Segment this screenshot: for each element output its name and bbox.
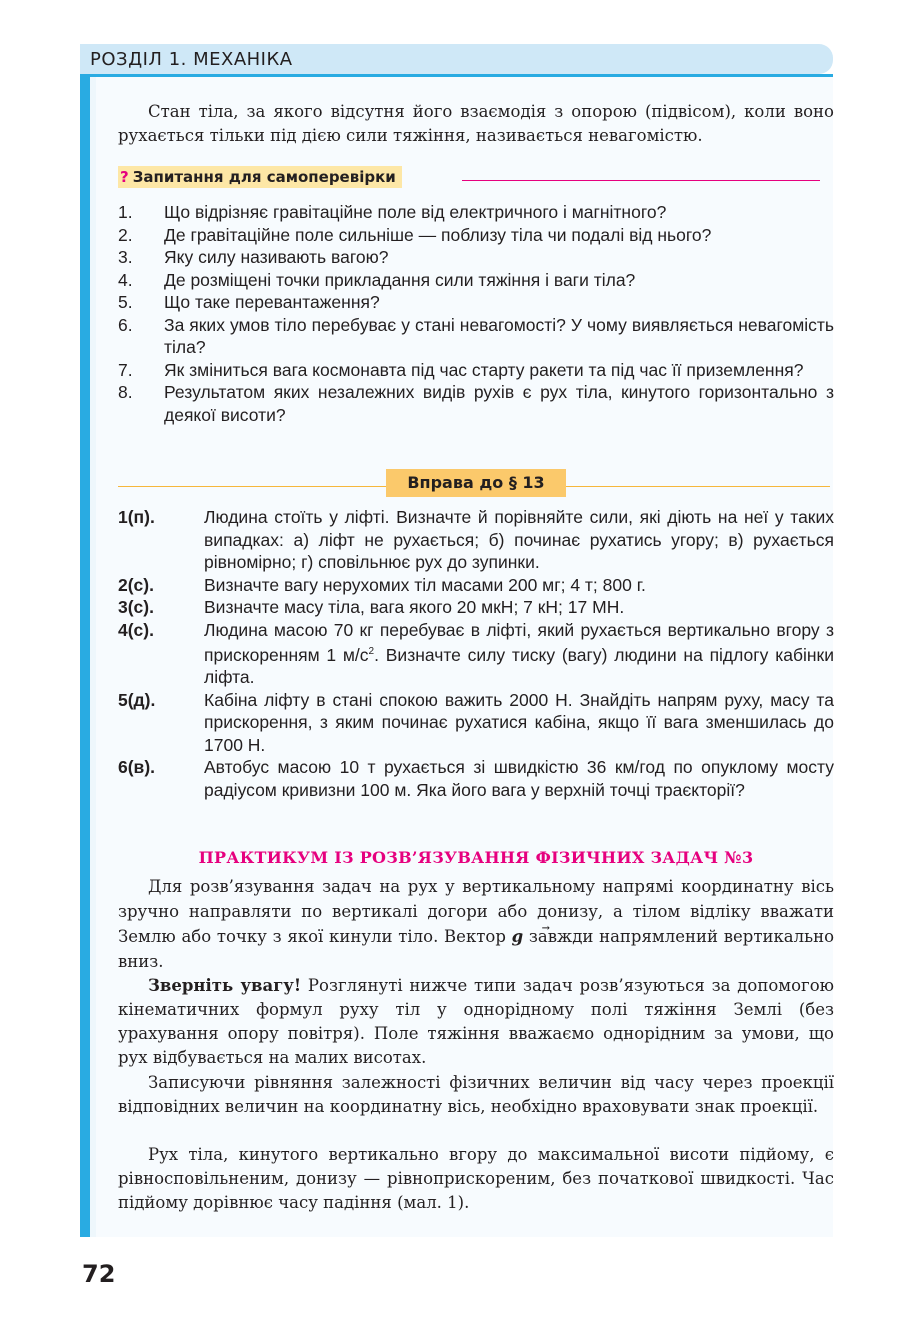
questions-heading-text: Запитання для самоперевірки (132, 168, 396, 186)
exercise-item (118, 756, 834, 801)
questions-heading-rule (462, 180, 820, 181)
exercise-rule-left (118, 486, 386, 487)
exercise-item (118, 574, 834, 597)
question-item (118, 246, 834, 269)
question-number: 1. (118, 202, 133, 222)
page-number: 72 (82, 1260, 116, 1288)
question-number: 5. (118, 292, 133, 312)
exercise-list (118, 506, 834, 801)
question-number: 7. (118, 359, 133, 380)
exercise-text (204, 619, 834, 689)
question-text: Де розміщені точки прикладання сили тяжіння і ваги тіла? (164, 269, 636, 290)
section-title: РОЗДІЛ 1. МЕХАНІКА (90, 49, 293, 70)
question-number: 6. (118, 314, 133, 335)
exercise-text: Людина стоїть у ліфті. Визначте й порівняйте сили, які діють на неї у таких випадках: а) ліфт не рухається; б) починає рухатись угору; в) рухається рівномірно; г) сповільнює рух до зупинки. (204, 507, 834, 572)
attention-label: Зверніть увагу! (148, 976, 302, 995)
exercise-number: 1(п). (118, 507, 155, 527)
exercise-text: Визначте вагу нерухомих тіл масами 200 мг; 4 т; 800 г. (204, 574, 646, 595)
exercise-rule-right (566, 486, 830, 487)
question-text: Що відрізняє гравітаційне поле від електричного і магнітного? (164, 202, 667, 222)
vector-g: → g (512, 927, 524, 946)
intro-paragraph: Стан тіла, за якого відсутня його взаємодія з опорою (підвісом), коли воно рухається тільки під дією сили тяжіння, називається невагомістю. (118, 102, 834, 145)
practicum-paragraph-1 (118, 874, 834, 974)
question-mark-icon: ? (120, 168, 129, 186)
exercise-text-part: . Визначте силу тиску (вагу) людини на підлогу кабінки ліфта. (204, 644, 834, 688)
side-band (80, 77, 96, 1237)
question-text: Як зміниться вага космонавта під час старту ракети та під час її приземлення? (164, 359, 804, 380)
exercise-item (118, 506, 834, 574)
exercise-item (118, 689, 834, 757)
exercise-number: 6(в). (118, 757, 156, 778)
exercise-number: 4(с). (118, 619, 154, 640)
question-number: 4. (118, 269, 133, 290)
question-text: Яку силу називають вагою? (164, 247, 389, 267)
practicum-paragraph-2 (118, 974, 834, 1070)
question-item (118, 224, 834, 247)
exercise-item (118, 619, 834, 689)
question-number: 2. (118, 224, 133, 245)
practicum-paragraph-4: Рух тіла, кинутого вертикально вгору до максимальної висоти підйому, є рівносповільненим, донизу — рівноприскореним, без початкової швидкості. Час підйому дорівнює часу падіння (мал. 1). (118, 1145, 834, 1212)
exercise-badge: Вправа до § 13 (386, 469, 566, 497)
exercise-text-part: Людина масою 70 кг перебуває в ліфті, який рухається вертикально вгору з прискоренням 1 м/с (204, 619, 834, 665)
question-item (118, 201, 834, 224)
question-text: За яких умов тіло перебуває у стані невагомості? У чому виявляється невагомість тіла? (164, 314, 834, 357)
questions-list (118, 201, 834, 426)
question-number: 3. (118, 247, 133, 267)
exercise-number: 3(с). (118, 597, 154, 617)
practicum-title: ПРАКТИКУМ ІЗ РОЗВ’ЯЗУВАННЯ ФІЗИЧНИХ ЗАДАЧ №3 (198, 848, 754, 867)
exercise-item (118, 596, 834, 619)
question-item (118, 291, 834, 314)
exercise-text: Кабіна ліфту в стані спокою важить 2000 Н. Знайдіть напрям руху, масу та прискорення, з яким починає рухатися кабіна, якщо її вага зменшилась до 1700 Н. (204, 689, 834, 755)
question-number: 8. (118, 382, 133, 402)
question-text: Що таке перевантаження? (164, 292, 380, 312)
question-item (118, 269, 834, 292)
exercise-text: Автобус масою 10 т рухається зі швидкістю 36 км/год по опуклому мосту радіусом кривизни 100 м. Яка його вага у верхній точці траєкторії? (204, 757, 834, 800)
superscript: 2 (368, 646, 375, 657)
question-item (118, 381, 834, 426)
question-text: Де гравітаційне поле сильніше — поблизу тіла чи подалі від нього? (164, 224, 712, 245)
question-item (118, 314, 834, 359)
question-item (118, 359, 834, 382)
practicum-text: Розглянуті нижче типи задач розв’язуються за допомогою кінематичних формул руху тіл у однорідному полі тяжіння Землі (без урахування опору повітря). Поле тяжіння вважаємо однорідним за умови, що рух відбувається на малих висотах. (118, 976, 834, 1067)
exercise-number: 5(д). (118, 689, 156, 710)
questions-heading (118, 166, 402, 188)
exercise-number: 2(с). (118, 574, 154, 595)
practicum-text: завжди напрямлений вертикально вниз. (118, 927, 835, 971)
practicum-text: Для розв’язування задач на рух у вертикальному напрямі координатну вісь зручно направляти по вертикалі догори або донизу, а тілом відліку вважати Землю або точку з якої кинули тіло. Вектор (118, 877, 834, 946)
practicum-paragraph-3: Записуючи рівняння залежності фізичних величин від часу через проекції відповідних величин на координатну вісь, необхідно враховувати знак проекції. (118, 1073, 834, 1116)
exercise-text: Визначте масу тіла, вага якого 20 мкН; 7 кН; 17 МН. (204, 597, 625, 617)
question-text: Результатом яких незалежних видів рухів є рух тіла, кинутого горизонтально з деякої висоти? (164, 382, 834, 425)
